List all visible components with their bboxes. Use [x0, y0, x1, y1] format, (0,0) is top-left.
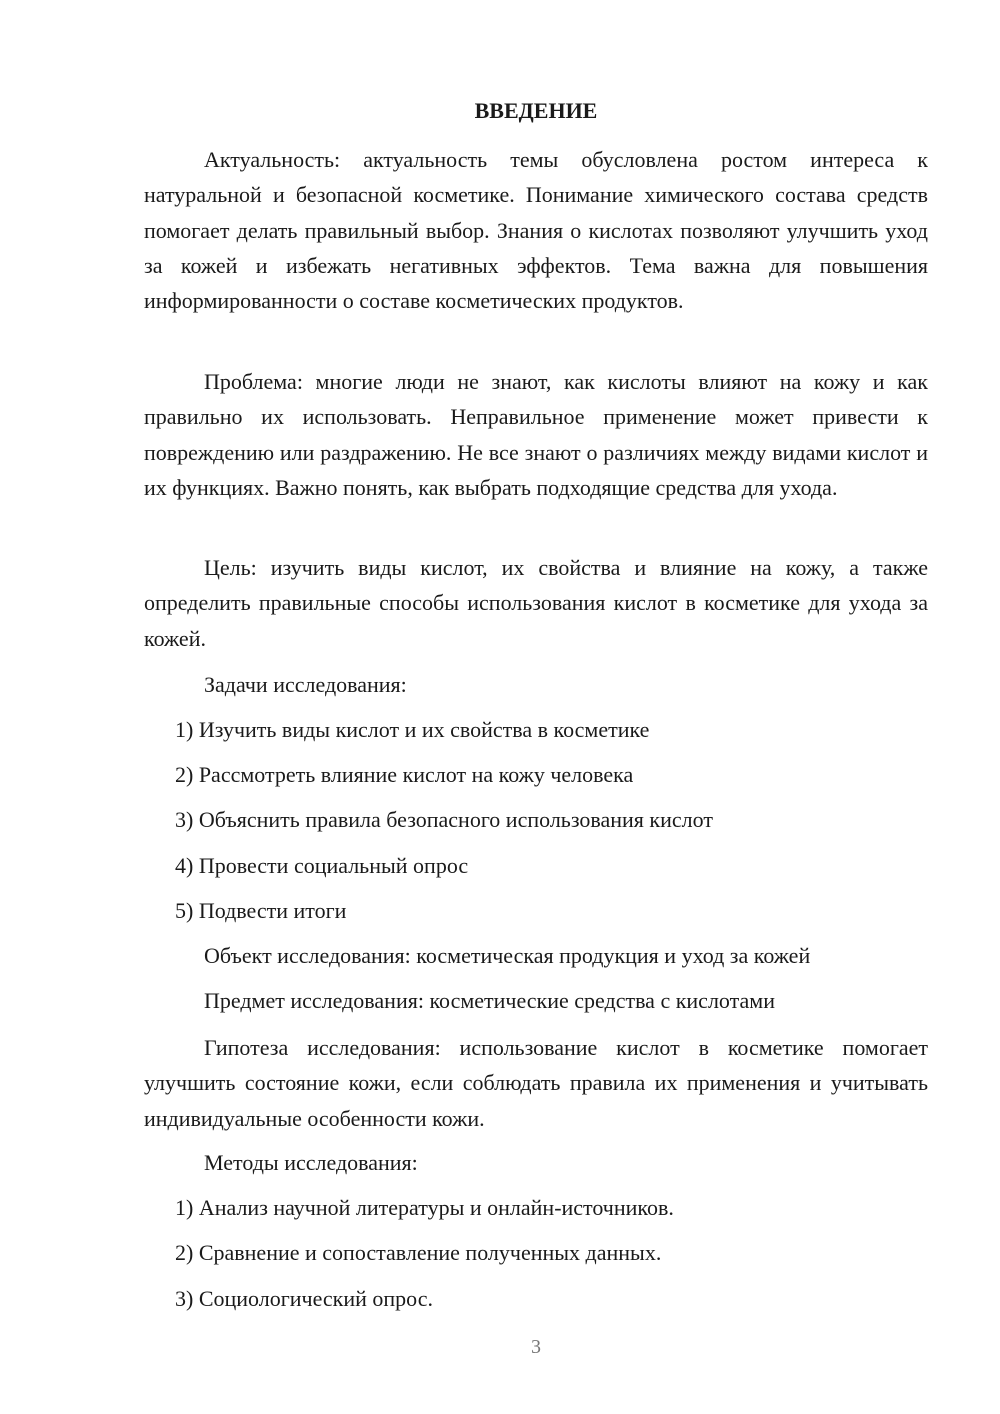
tasks-heading: Задачи исследования:: [204, 672, 407, 697]
hypothesis-paragraph: Гипотеза исследования: использование кислот в косметике помогает улучшить состояние кожи, если соблюдать правила их применения и учитывать индивидуальные особенности кожи.: [144, 1035, 928, 1131]
task-item: 4) Провести социальный опрос: [175, 853, 469, 878]
task-item: 2) Рассмотреть влияние кислот на кожу человека: [175, 762, 634, 787]
method-item: 1) Анализ научной литературы и онлайн-источников.: [175, 1195, 674, 1220]
goal-paragraph: Цель: изучить виды кислот, их свойства и влияние на кожу, а также определить правильные способы использования кислот в косметике для ухода за кожей.: [144, 555, 928, 651]
research-object: Объект исследования: косметическая продукция и уход за кожей: [204, 943, 811, 968]
page-number: 3: [531, 1336, 541, 1358]
task-item: 1) Изучить виды кислот и их свойства в косметике: [175, 717, 650, 742]
method-item: 2) Сравнение и сопоставление полученных данных.: [175, 1240, 662, 1265]
method-item: 3) Социологический опрос.: [175, 1286, 433, 1311]
methods-heading: Методы исследования:: [204, 1150, 418, 1175]
problem-paragraph: Проблема: многие люди не знают, как кислоты влияют на кожу и как правильно их использовать. Неправильное применение может привести к повреждению или раздражению. Не все знают о различиях между видами кислот и их функциях. Важно понять, как выбрать подходящие средства для ухода.: [144, 369, 928, 500]
task-item: 5) Подвести итоги: [175, 898, 347, 923]
relevance-paragraph: Актуальность: актуальность темы обусловлена ростом интереса к натуральной и безопасной косметике. Понимание химического состава средств помогает делать правильный выбор. Знания о кислотах позволяют улучшить уход за кожей и избежать негативных эффектов. Тема важна для повышения информированности о составе косметических продуктов.: [144, 147, 928, 314]
research-subject: Предмет исследования: косметические средства с кислотами: [204, 988, 775, 1013]
page-title: ВВЕДЕНИЕ: [474, 98, 598, 123]
task-item: 3) Объяснить правила безопасного использования кислот: [175, 807, 713, 832]
